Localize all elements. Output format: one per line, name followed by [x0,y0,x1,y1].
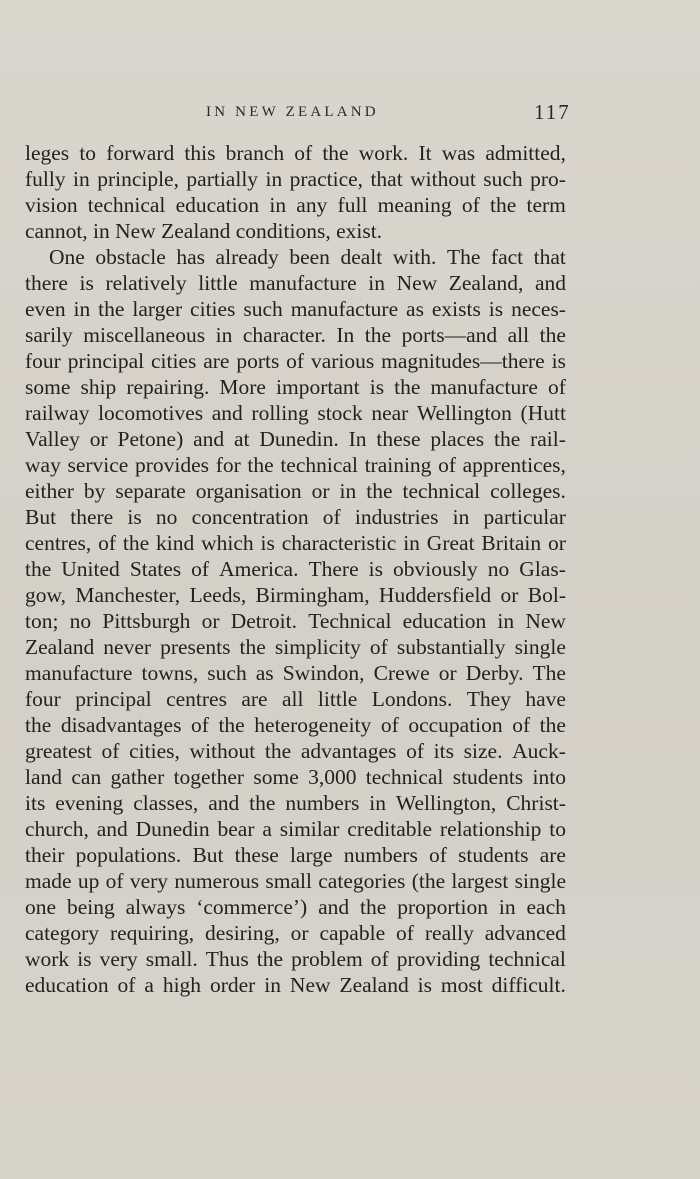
text-line: One obstacle has already been dealt with. The fact that [49,245,566,269]
text-line: its evening classes, and the numbers in Wellington, Christ- [25,791,566,815]
text-line: four principal cities are ports of various magnitudes—there is [25,349,566,373]
text-line: the United States of America. There is obviously no Glas- [25,557,566,581]
text-line: their populations. But these large numbers of students are [25,843,566,867]
text-line: cannot, in New Zealand conditions, exist. [25,219,383,243]
text-line: centres, of the kind which is characteristic in Great Britain or [25,531,566,555]
text-line: sarily miscellaneous in character. In the ports—and all the [25,323,566,347]
text-line: way service provides for the technical training of apprentices, [25,453,566,477]
text-line: fully in principle, partially in practice, that without such pro- [25,167,566,191]
text-line: vision technical education in any full meaning of the term [25,193,566,217]
text-line: some ship repairing. More important is the manufacture of [25,375,566,399]
text-line: Valley or Petone) and at Dunedin. In these places the rail- [25,427,566,451]
text-line: made up of very numerous small categories (the largest single [25,869,566,893]
text-line: railway locomotives and rolling stock near Wellington (Hutt [25,401,566,425]
text-line: Zealand never presents the simplicity of substantially single [25,635,566,659]
text-line: gow, Manchester, Leeds, Birmingham, Huddersfield or Bol- [25,583,566,607]
text-line: ton; no Pittsburgh or Detroit. Technical education in New [25,609,566,633]
text-line: church, and Dunedin bear a similar creditable relationship to [25,817,566,841]
text-line: work is very small. Thus the problem of providing technical [25,947,566,971]
text-line: one being always ‘commerce’) and the proportion in each [25,895,566,919]
running-title: IN NEW ZEALAND [206,104,379,120]
running-head [0,100,700,130]
text-line: four principal centres are all little Londons. They have [25,687,566,711]
text-line: even in the larger cities such manufacture as exists is neces- [25,297,566,321]
text-line: But there is no concentration of industries in particular [25,505,566,529]
text-line: the disadvantages of the heterogeneity of occupation of the [25,713,566,737]
text-line: leges to forward this branch of the work. It was admitted, [25,141,566,165]
text-line: greatest of cities, without the advantages of its size. Auck- [25,739,566,763]
text-line: manufacture towns, such as Swindon, Crewe or Derby. The [25,661,566,685]
text-line: either by separate organisation or in the technical colleges. [25,479,566,503]
text-line: education of a high order in New Zealand is most difficult. [25,973,566,997]
body-text [25,140,566,998]
text-line: there is relatively little manufacture in New Zealand, and [25,271,566,295]
text-line: land can gather together some 3,000 technical students into [25,765,566,789]
text-line: category requiring, desiring, or capable of really advanced [25,921,566,945]
page-number: 117 [534,100,571,124]
